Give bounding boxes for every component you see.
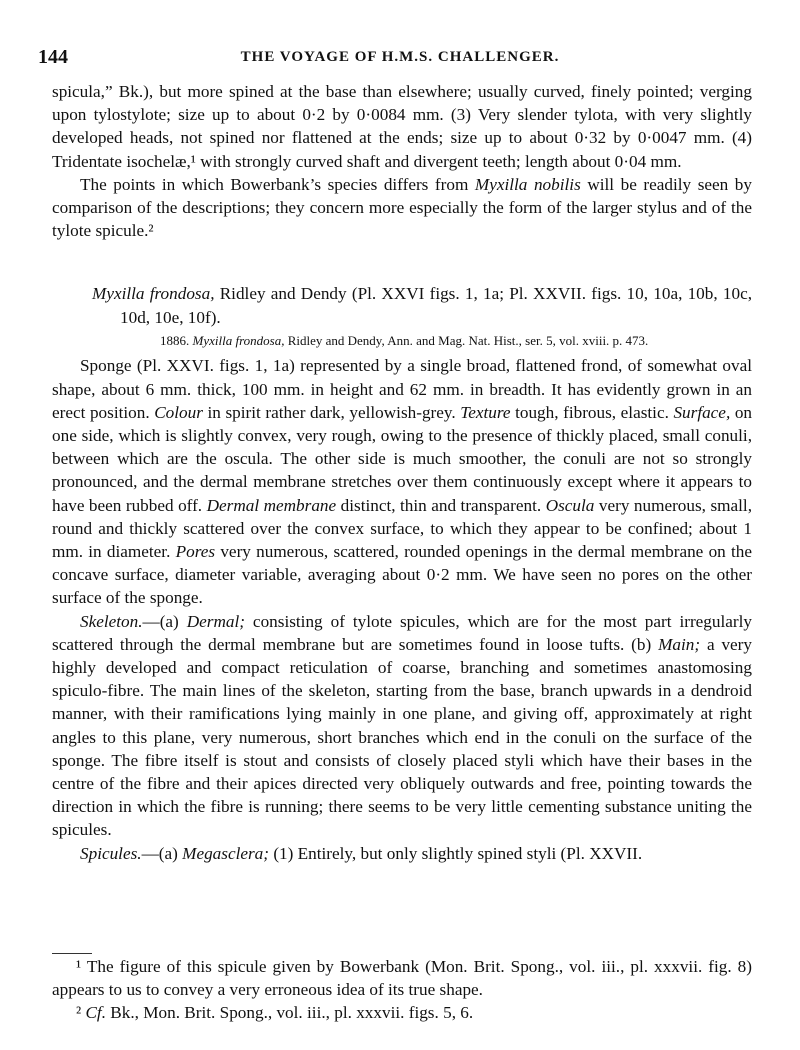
text-span: distinct, thin and transparent. — [336, 495, 546, 515]
species-heading — [92, 282, 752, 330]
text-span: —(a) — [141, 843, 183, 863]
text-span: in spirit rather dark, yellowish-grey. — [202, 402, 461, 422]
term-megasclera: Megasclera; — [182, 843, 270, 863]
term-dermal: Dermal; — [186, 611, 245, 631]
species-plates: Ridley and Dendy (Pl. XXVI figs. 1, 1a; Pl. XXVII. figs. 10, 10a, 10b, 10c, 10d, 10e, 10f). — [120, 284, 752, 328]
term-pores: Pores — [175, 542, 216, 562]
page-number: 144 — [38, 46, 68, 68]
term-skeleton: Skeleton. — [80, 611, 143, 631]
footnote-mark: ² — [76, 1003, 86, 1023]
page-body — [52, 80, 752, 865]
text-span: Sponge (Pl. XXVI. figs. 1, 1a) represented by a single broad, flattened frond, of somewhat oval shape, about 6 mm. thick, 100 mm. in height and 62 mm. in breadth. It has evidently grown in an erect position. — [52, 356, 752, 422]
footnote-text: Bk., Mon. Brit. Spong., vol. iii., pl. xxxvii. figs. 5, 6. — [106, 1003, 474, 1023]
paragraph-skeleton — [52, 610, 752, 842]
paragraph-comparison — [52, 173, 752, 243]
footnote-rule — [52, 953, 92, 954]
text-span: a very highly developed and compact reticulation of coarse, branching and sometimes anastomosing spiculo-fibre. The main lines of the skeleton, starting from the base, branch upwards in a dendroid manner, with their ramifications lying mainly in one plane, and giving off, approximately at right angles to this plane, very numerous, short branches which end in the conuli on the surface of the sponge. The fibre itself is stout and consists of closely placed styli which have their bases in the centre of the fibre and their apices directed very obliquely outwards and free, pointing towards the direction in which the fibre is running; there seems to be very little cementing substance uniting the spicules. — [52, 634, 752, 840]
text-span: on one side, which is slightly convex, very rough, owing to the presence of thickly placed, small conuli, between which are the oscula. The other side is much smoother, the conuli are not so strongly pronounced, and the dermal membrane stretches over them continuously except where it appears to have been rubbed off. — [52, 402, 753, 515]
term-spicules: Spicules. — [80, 843, 142, 863]
term-main: Main; — [658, 634, 701, 654]
footnotes — [52, 955, 752, 1025]
term-surface: Surface, — [673, 402, 731, 422]
text-span: (1) Entirely, but only slightly spined styli (Pl. XXVII. — [269, 843, 643, 863]
text-span: will be readily seen by comparison of the descriptions; they concern more especially the form of the larger stylus and of the tylote spicule.² — [52, 174, 752, 241]
text-span: —(a) — [142, 611, 187, 631]
paragraph-description — [52, 354, 752, 609]
section-gap — [52, 242, 752, 282]
species-name: Myxilla frondosa, — [92, 284, 215, 304]
paragraph-continued: spicula,” Bk.), but more spined at the base than elsewhere; usually curved, finely pointed; verging upon tylostylote; size up to about 0·2 by 0·0084 mm. (3) Very slender tylota, with very slightly developed heads, not spined nor flattened at the ends; size up to about 0·32 by 0·0047 mm. (4) Tridentate isochelæ,¹ with strongly curved shaft and divergent teeth; length about 0·04 mm. — [52, 82, 752, 171]
literature-reference — [52, 332, 752, 350]
text-span: very numerous, scattered, rounded openings in the dermal membrane on the concave surface, diameter variable, averaging about 0·2 mm. We have seen no pores on the other surface of the sponge. — [52, 542, 752, 608]
species-italic: Myxilla nobilis — [474, 174, 581, 194]
term-colour: Colour — [154, 402, 203, 422]
text-span: tough, fibrous, elastic. — [510, 402, 674, 422]
footnote-1: ¹ The figure of this spicule given by Bowerbank (Mon. Brit. Spong., vol. iii., pl. xxxvii. fig. 8) appears to us to convey a very erroneous idea of its true shape. — [52, 957, 752, 1000]
term-oscula: Oscula — [545, 495, 595, 515]
running-title: THE VOYAGE OF H.M.S. CHALLENGER. — [240, 49, 560, 65]
text-span: The points in which Bowerbank’s species differs from — [80, 174, 475, 194]
text-span: very numerous, small, round and thickly scattered over the convex surface, to which they appear to be confined; about 1 mm. in diameter. — [52, 495, 752, 562]
paragraph-spicules — [52, 842, 752, 865]
page-header — [38, 46, 762, 72]
term-dermal-membrane: Dermal membrane — [206, 495, 337, 515]
ref-citation: Ridley and Dendy, Ann. and Mag. Nat. Hist., ser. 5, vol. xviii. p. 473. — [284, 333, 649, 349]
text-span: consisting of tylote spicules, which are for the most part irregularly scattered through the dermal membrane but are sometimes found in loose tufts. (b) — [52, 611, 752, 654]
footnote-cf: Cf. — [85, 1003, 106, 1023]
ref-year: 1886. — [160, 333, 193, 349]
term-texture: Texture — [460, 402, 511, 422]
ref-species: Myxilla frondosa, — [192, 333, 285, 349]
footnote-2 — [52, 1001, 752, 1024]
